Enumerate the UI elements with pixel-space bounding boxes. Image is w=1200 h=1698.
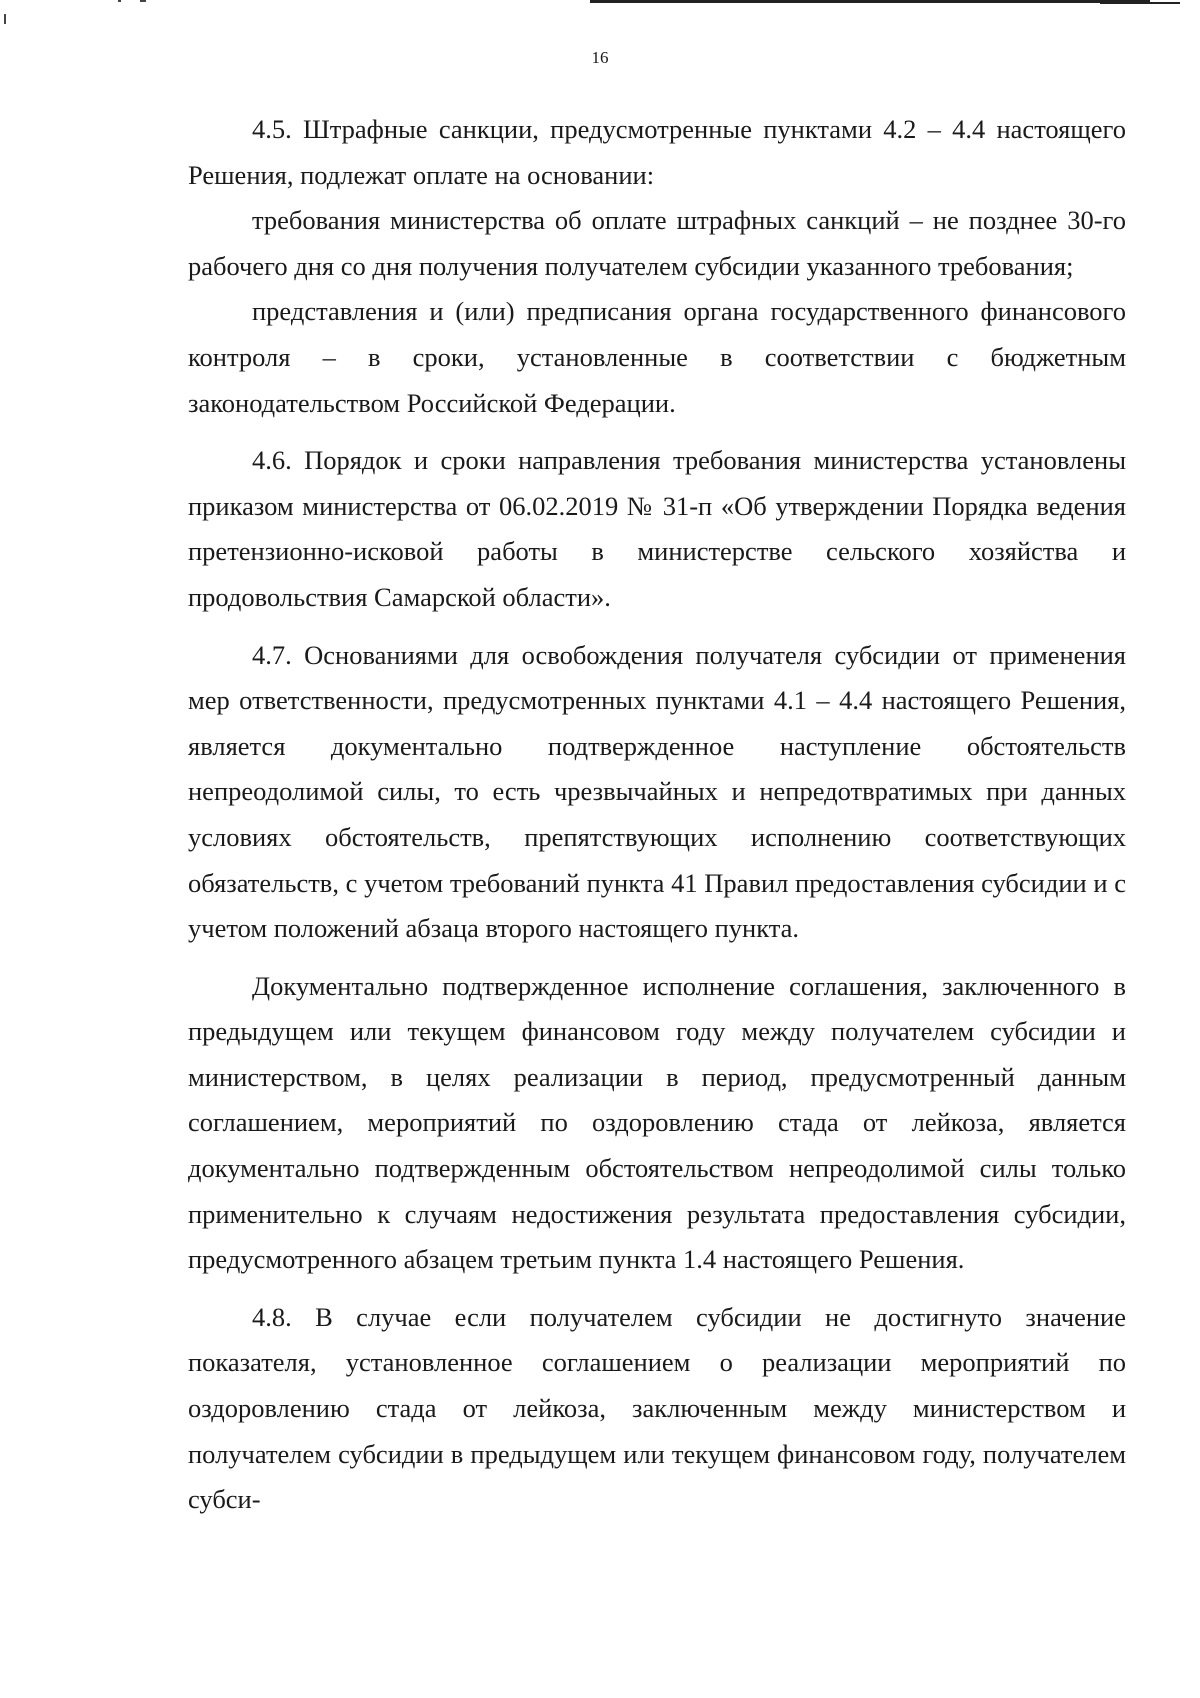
paragraph-4-5: 4.5. Штрафные санкции, предусмотренные пунктами 4.2 – 4.4 настоящего Решения, подлежат оплате на основании:: [188, 114, 1126, 190]
paragraph-4-7-second: Документально подтвержденное исполнение соглашения, заключенного в предыдущем или текущем финансовом году между получателем субсидии и министерством, в целях реализации в период, предусмотренный данным соглашением, мероприятий по оздоровлению стада от лейкоза, является документально подтвержденным обстоятельством непреодолимой силы только применительно к случаям недостижения результата предоставления субсидии, предусмотренного абзацем третьим пункта 1.4 настоящего Решения.: [188, 970, 1126, 1275]
scan-artifact-mark: [118, 0, 121, 2]
paragraph-4-6: 4.6. Порядок и сроки направления требования министерства установлены приказом министерства от 06.02.2019 № 31-п «Об утверждении Порядка ведения претензионно-исковой работы в министерстве сельского хозяйства и продовольствия Самарской области».: [188, 445, 1126, 612]
paragraph-4-5-submission: представления и (или) предписания органа государственного финансового контроля – в сроки, установленные в соответствии с бюджетным законодательством Российской Федерации.: [188, 296, 1126, 418]
scan-artifact-mark: [4, 14, 6, 24]
scan-top-edge-line: [590, 0, 1150, 3]
document-body: [188, 107, 1126, 1523]
paragraph-4-5-demand: требования министерства об оплате штрафных санкций – не позднее 30-го рабочего дня со дня получения получателем субсидии указанного требования;: [188, 205, 1126, 281]
paragraph-4-7: 4.7. Основаниями для освобождения получателя субсидии от применения мер ответственности, предусмотренных пунктами 4.1 – 4.4 настоящего Решения, является документально подтвержденное наступление обстоятельств непреодолимой силы, то есть чрезвычайных и непредотвратимых при данных условиях обстоятельств, препятствующих исполнению соответствующих обязательств, с учетом требований пункта 41 Правил предоставления субсидии и с учетом положений абзаца второго настоящего пункта.: [188, 639, 1126, 944]
page-number: 16: [591, 48, 609, 67]
scan-top-edge-line-right: [1100, 2, 1180, 4]
paragraph-4-8: 4.8. В случае если получателем субсидии не достигнуто значение показателя, установленное соглашением о реализации мероприятий по оздоровлению стада от лейкоза, заключенным между министерством и получателем субсидии в предыдущем или текущем финансовом году, получателем субси-: [188, 1301, 1126, 1515]
scan-artifact-mark: [140, 0, 146, 2]
